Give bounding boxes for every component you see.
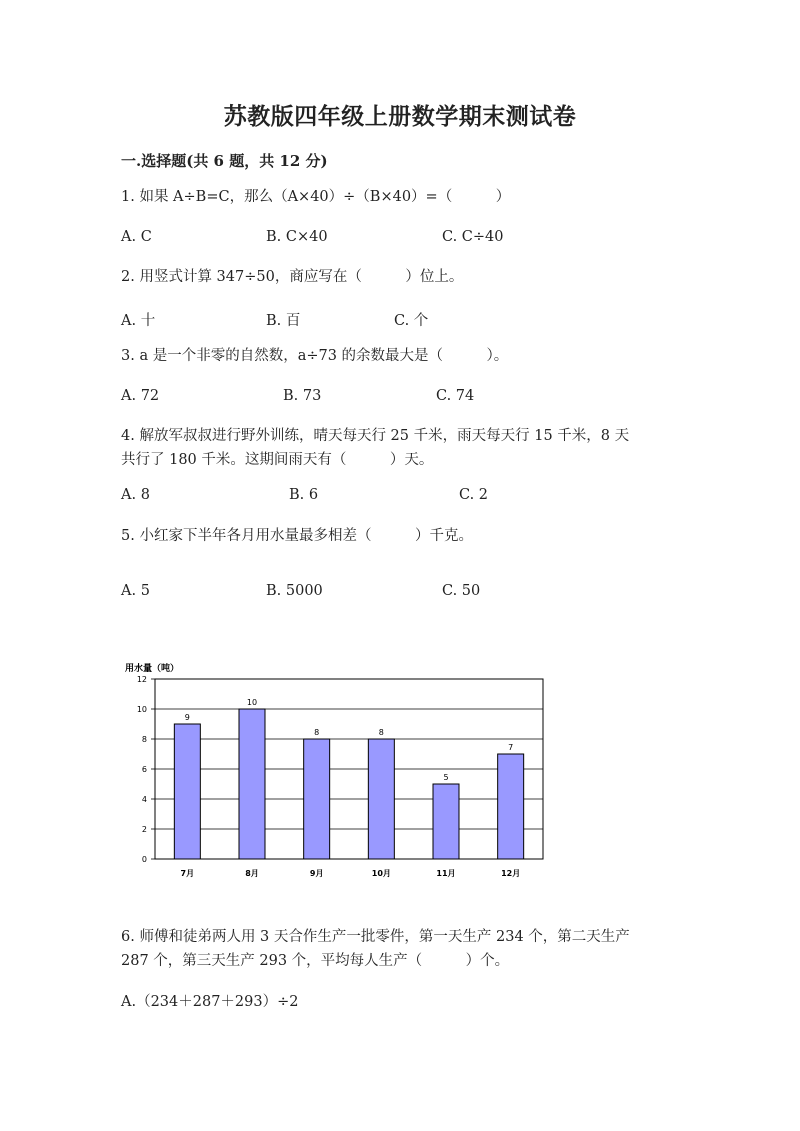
chart-data-label: 10 [246, 698, 258, 707]
chart-data-label: 9 [184, 713, 190, 722]
chart-data-label: 8 [314, 728, 320, 737]
question-1: 1. 如果 A÷B=C，那么（A×40）÷（B×40）=（ ） [121, 189, 511, 205]
chart-y-tick-label: 0 [141, 855, 147, 864]
q4-option-b: B. 6 [289, 487, 319, 503]
q1-option-c: C. C÷40 [442, 229, 504, 245]
question-2: 2. 用竖式计算 347÷50，商应写在（ ）位上。 [121, 269, 464, 285]
chart-bar [304, 739, 330, 859]
chart-x-tick-label: 12月 [501, 869, 521, 878]
q3-option-c: C. 74 [436, 388, 475, 404]
q4-option-a: A. 8 [121, 487, 150, 503]
q3-option-a: A. 72 [121, 388, 160, 404]
q2-option-a: A. 十 [121, 313, 156, 329]
chart-data-label: 7 [508, 743, 514, 752]
question-3: 3. a 是一个非零的自然数，a÷73 的余数最大是（ ）。 [121, 348, 509, 364]
chart-bar [498, 754, 524, 859]
q2-option-c: C. 个 [394, 313, 429, 329]
chart-x-tick-label: 7月 [180, 869, 195, 878]
chart-y-tick-label: 6 [141, 765, 147, 774]
q1-option-a: A. C [121, 229, 152, 245]
chart-y-tick-label: 8 [141, 735, 147, 744]
q4-option-c: C. 2 [459, 487, 489, 503]
chart-y-axis-label: 用水量（吨） [125, 664, 180, 674]
chart-bar [368, 739, 394, 859]
question-6-line-1: 6. 师傅和徒弟两人用 3 天合作生产一批零件，第一天生产 234 个，第二天生产 [121, 929, 630, 945]
question-4-line-2: 共行了 180 千米。这期间雨天有（ ）天。 [121, 452, 434, 468]
question-5: 5. 小红家下半年各月用水量最多相差（ ）千克。 [121, 528, 473, 544]
q2-option-b: B. 百 [266, 313, 301, 329]
chart-x-tick-label: 9月 [309, 869, 324, 878]
q5-option-c: C. 50 [442, 583, 481, 599]
chart-x-tick-label: 10月 [371, 869, 391, 878]
chart-y-tick-label: 4 [141, 795, 147, 804]
chart-bar [239, 709, 265, 859]
chart-y-tick-label: 12 [136, 675, 147, 684]
chart-x-tick-label: 11月 [436, 869, 456, 878]
section-heading: 一.选择题(共 6 题，共 12 分) [121, 152, 328, 170]
chart-y-tick-label: 10 [136, 705, 147, 714]
chart-data-label: 8 [378, 728, 384, 737]
q5-option-a: A. 5 [121, 583, 150, 599]
chart-x-tick-label: 8月 [245, 869, 259, 878]
chart-data-label: 5 [443, 773, 449, 782]
chart-y-tick-label: 2 [141, 825, 147, 834]
q3-option-b: B. 73 [283, 388, 322, 404]
question-6-line-2: 287 个，第三天生产 293 个，平均每人生产（ ）个。 [121, 953, 510, 969]
q1-option-b: B. C×40 [266, 229, 328, 245]
q5-option-b: B. 5000 [266, 583, 323, 599]
question-4-line-1: 4. 解放军叔叔进行野外训练，晴天每天行 25 千米，雨天每天行 15 千米，8 天 [121, 428, 630, 444]
q6-option-a: A.（234＋287＋293）÷2 [121, 994, 299, 1010]
page-title: 苏教版四年级上册数学期末测试卷 [223, 103, 577, 130]
water-usage-bar-chart [110, 655, 550, 890]
chart-bar [433, 784, 459, 859]
chart-bar [174, 724, 200, 859]
